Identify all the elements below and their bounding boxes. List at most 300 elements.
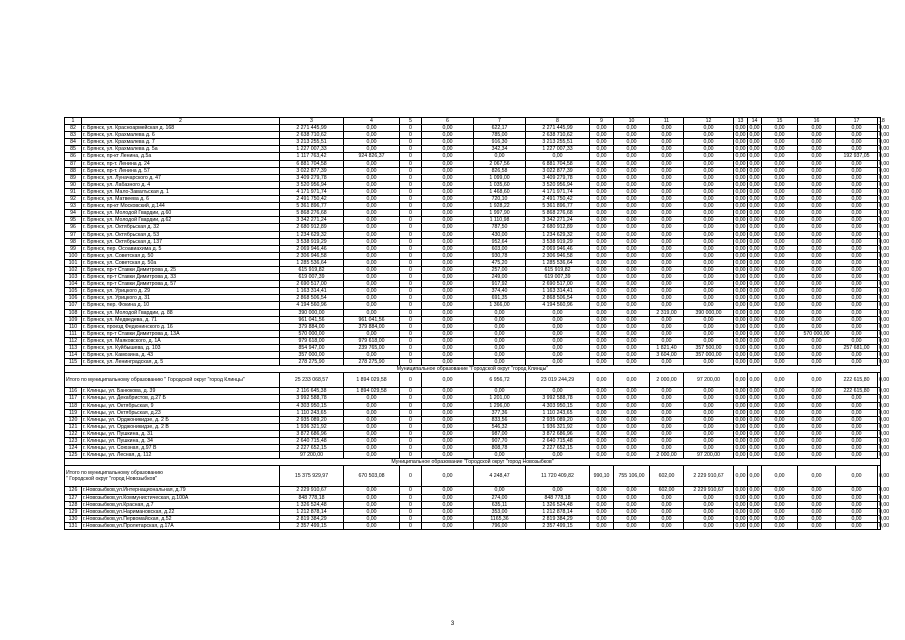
table-cell: 0,00 bbox=[422, 160, 474, 167]
table-cell: 0,00 bbox=[749, 245, 760, 252]
table-cell: 0 bbox=[400, 203, 422, 210]
table-cell: 0,00 bbox=[344, 515, 400, 522]
table-row bbox=[65, 231, 881, 238]
table-cell: 0,00 bbox=[590, 445, 614, 452]
table-cell: 0,00 bbox=[749, 409, 760, 416]
table-cell: 357 500,00 bbox=[684, 345, 734, 352]
total-value: 0,00 bbox=[748, 373, 762, 388]
table-cell: 0,00 bbox=[590, 487, 614, 494]
table-cell: 0,00 bbox=[422, 402, 474, 409]
table-cell: 0,00 bbox=[762, 238, 798, 245]
table-cell: 87 bbox=[65, 160, 82, 167]
table-cell: 0,00 bbox=[590, 210, 614, 217]
table-cell: 0,00 bbox=[590, 438, 614, 445]
table-cell: 0,00 bbox=[762, 445, 798, 452]
table-cell: 0,00 bbox=[735, 309, 746, 316]
table-row bbox=[65, 345, 881, 352]
table-cell: 0,00 bbox=[422, 259, 474, 266]
table-cell: 377,36 bbox=[474, 409, 526, 416]
table-cell: 0,00 bbox=[684, 445, 734, 452]
table-cell: 0,00 bbox=[590, 132, 614, 139]
table-cell: 0,00 bbox=[836, 231, 878, 238]
table-cell: 1 212 878,14 bbox=[280, 508, 344, 515]
table-cell: 0 bbox=[400, 309, 422, 316]
table-row bbox=[65, 501, 881, 508]
table-cell: 0,00 bbox=[836, 452, 878, 459]
table-cell: 0 bbox=[400, 416, 422, 423]
table-row bbox=[65, 132, 881, 139]
table-cell: 0,00 bbox=[836, 352, 878, 359]
table-cell: 0,00 bbox=[762, 508, 798, 515]
table-cell: 2 067,56 bbox=[474, 160, 526, 167]
table-row bbox=[65, 245, 881, 252]
table-cell: 0,00 bbox=[762, 196, 798, 203]
table-cell: 0,00 bbox=[749, 423, 760, 430]
table-cell: 5 361 896,77 bbox=[280, 203, 344, 210]
table-cell: 0,00 bbox=[879, 245, 890, 252]
table-cell: 0,00 bbox=[474, 359, 526, 366]
table-cell: 0,00 bbox=[344, 402, 400, 409]
table-cell: 0,00 bbox=[762, 423, 798, 430]
table-cell: 0,00 bbox=[614, 132, 650, 139]
table-cell: 0 bbox=[400, 522, 422, 529]
table-cell: 0,00 bbox=[650, 445, 684, 452]
table-cell: 102 bbox=[65, 266, 82, 273]
table-cell: 0,00 bbox=[735, 203, 746, 210]
table-row bbox=[65, 416, 881, 423]
table-cell: 0,00 bbox=[590, 217, 614, 224]
table-cell: 0,00 bbox=[684, 224, 734, 231]
total-label bbox=[65, 466, 280, 487]
table-cell: 0,00 bbox=[614, 487, 650, 494]
table-cell: 0,00 bbox=[879, 231, 890, 238]
table-row bbox=[65, 266, 881, 273]
table-cell: 0,00 bbox=[684, 188, 734, 195]
table-cell: 0 bbox=[400, 139, 422, 146]
table-cell: 0 bbox=[400, 445, 422, 452]
table-cell: г. Брянск, пр-т Ставки Димитрова д. 33 bbox=[82, 274, 280, 281]
table-cell: 0,00 bbox=[344, 452, 400, 459]
table-cell: 0,00 bbox=[684, 259, 734, 266]
total-value: 602,00 bbox=[650, 466, 684, 487]
table-cell: 127 bbox=[65, 494, 82, 501]
table-cell: 0,00 bbox=[614, 196, 650, 203]
table-cell: 0,00 bbox=[344, 266, 400, 273]
table-cell: 88 bbox=[65, 167, 82, 174]
table-cell: 0,00 bbox=[836, 125, 878, 132]
total-row bbox=[65, 466, 881, 487]
table-cell: 0,00 bbox=[879, 203, 890, 210]
column-number: 4 bbox=[344, 118, 400, 125]
table-cell: г. Клинцы, ул. Орджоникидзе, д. 2 Б bbox=[82, 416, 280, 423]
table-cell: 1 894 029,58 bbox=[344, 388, 400, 395]
table-cell: 0,00 bbox=[614, 416, 650, 423]
table-cell: 0,00 bbox=[879, 316, 890, 323]
table-cell: 0,00 bbox=[762, 359, 798, 366]
table-cell: г. Клинцы, ул. Банюкова, д. 39 bbox=[82, 388, 280, 395]
table-cell: 0,00 bbox=[879, 323, 890, 330]
table-cell: 0,00 bbox=[836, 330, 878, 337]
table-cell: 0,00 bbox=[749, 337, 760, 344]
table-cell: 1 285 536,64 bbox=[526, 259, 590, 266]
table-cell: 0,00 bbox=[762, 352, 798, 359]
table-cell: 0,00 bbox=[735, 252, 746, 259]
table-cell: 0,00 bbox=[684, 231, 734, 238]
table-cell: 0,00 bbox=[798, 337, 836, 344]
table-cell: г. Брянск, ул. Крахмалева д. 6 bbox=[82, 132, 280, 139]
table-cell: 0,00 bbox=[762, 430, 798, 437]
table-cell: 0,00 bbox=[749, 309, 760, 316]
table-cell: 0,00 bbox=[798, 274, 836, 281]
table-cell: г.Новозыбков,ул.Коммунистическая, д.100А bbox=[82, 494, 280, 501]
table-cell: 0,00 bbox=[590, 245, 614, 252]
table-cell: 979 618,00 bbox=[344, 337, 400, 344]
table-cell: 0,00 bbox=[879, 139, 890, 146]
table-cell: г. Брянск, пр-т Ставки Димитрова д. 25 bbox=[82, 266, 280, 273]
table-cell: 0,00 bbox=[749, 487, 760, 494]
table-cell: 0,00 bbox=[650, 501, 684, 508]
table-cell: 2 069 946,46 bbox=[526, 245, 590, 252]
table-cell: 0,00 bbox=[836, 146, 878, 153]
table-cell: 0,00 bbox=[798, 452, 836, 459]
table-cell: 0,00 bbox=[735, 231, 746, 238]
table-cell: 110 bbox=[65, 323, 82, 330]
table-cell: 0,00 bbox=[836, 281, 878, 288]
table-cell: г. Брянск, ул. Камозина, д. 43 bbox=[82, 352, 280, 359]
table-cell: 112 bbox=[65, 337, 82, 344]
table-cell: 1 936 321,92 bbox=[280, 423, 344, 430]
table-cell: 979 618,00 bbox=[280, 337, 344, 344]
table-row bbox=[65, 395, 881, 402]
total-value: 990,10 bbox=[590, 466, 614, 487]
table-cell: 101 bbox=[65, 259, 82, 266]
table-cell: 0,00 bbox=[344, 522, 400, 529]
table-cell: 0,00 bbox=[650, 245, 684, 252]
table-cell: 0,00 bbox=[836, 295, 878, 302]
table-cell: 124 bbox=[65, 445, 82, 452]
table-cell: 96 bbox=[65, 224, 82, 231]
table-cell: г.Новозыбков,ул.Наримановская, д.22 bbox=[82, 508, 280, 515]
table-cell: 0,00 bbox=[614, 323, 650, 330]
table-cell: 0,00 bbox=[735, 210, 746, 217]
table-cell: 2 690 517,00 bbox=[280, 281, 344, 288]
table-cell: 0,00 bbox=[422, 167, 474, 174]
table-cell: 2 306 946,58 bbox=[526, 252, 590, 259]
table-row bbox=[65, 288, 881, 295]
table-cell: г. Клинцы, ул. Октябрьская, 9 bbox=[82, 402, 280, 409]
table-cell: 0 bbox=[400, 281, 422, 288]
table-cell: 0,00 bbox=[590, 259, 614, 266]
table-cell: 0,00 bbox=[749, 238, 760, 245]
table-cell: 0,00 bbox=[614, 274, 650, 281]
table-cell: 0,00 bbox=[798, 352, 836, 359]
table-cell: 720,10 bbox=[474, 196, 526, 203]
table-cell: г. Брянск, ул. Лабазного д. 4 bbox=[82, 181, 280, 188]
table-cell: 120 bbox=[65, 416, 82, 423]
table-cell: 0,00 bbox=[650, 160, 684, 167]
table-cell: 0,00 bbox=[735, 274, 746, 281]
table-cell: 0,00 bbox=[749, 395, 760, 402]
table-cell: 86 bbox=[65, 153, 82, 160]
table-cell: 1 117 763,42 bbox=[280, 153, 344, 160]
table-cell: 0,00 bbox=[422, 430, 474, 437]
table-cell: 0,00 bbox=[422, 281, 474, 288]
table-cell: 0,00 bbox=[684, 423, 734, 430]
table-cell: 0,00 bbox=[735, 281, 746, 288]
table-cell: 0,00 bbox=[422, 416, 474, 423]
table-cell: 0 bbox=[400, 438, 422, 445]
table-cell: 0 bbox=[400, 146, 422, 153]
table-cell: 0 bbox=[400, 430, 422, 437]
table-cell: 691,35 bbox=[474, 295, 526, 302]
table-cell: 106 bbox=[65, 295, 82, 302]
table-cell: 3 520 956,94 bbox=[280, 181, 344, 188]
table-row bbox=[65, 224, 881, 231]
table-cell: 0,00 bbox=[762, 302, 798, 309]
table-cell: 278 275,90 bbox=[344, 359, 400, 366]
table-cell: 2 680 912,89 bbox=[280, 224, 344, 231]
table-row bbox=[65, 522, 881, 529]
table-cell: 0,00 bbox=[344, 245, 400, 252]
table-cell: г.Новозыбков,ул.Красная, д.7 bbox=[82, 501, 280, 508]
table-cell: 379 884,00 bbox=[280, 323, 344, 330]
total-value: 6 956,72 bbox=[474, 373, 526, 388]
table-cell: 0,00 bbox=[650, 395, 684, 402]
table-cell: 0,00 bbox=[590, 188, 614, 195]
table-row bbox=[65, 188, 881, 195]
table-cell: 0,00 bbox=[735, 153, 746, 160]
table-cell: г.Новозыбков,ул.Первомайская, д.52 bbox=[82, 515, 280, 522]
table-cell: 0,00 bbox=[879, 337, 890, 344]
table-cell: 0,00 bbox=[836, 522, 878, 529]
table-cell: 274,00 bbox=[474, 494, 526, 501]
table-cell: 0,00 bbox=[879, 430, 890, 437]
table-row bbox=[65, 196, 881, 203]
table-cell: 0,00 bbox=[590, 395, 614, 402]
table-cell: 0,00 bbox=[749, 281, 760, 288]
table-cell: 129 bbox=[65, 508, 82, 515]
table-cell: 0,00 bbox=[344, 252, 400, 259]
table-cell: 115 bbox=[65, 359, 82, 366]
table-cell: г. Брянск, ул. Медведева, д. 71 bbox=[82, 316, 280, 323]
table-cell: 0,00 bbox=[422, 501, 474, 508]
table-cell: 82 bbox=[65, 125, 82, 132]
table-cell: 0,00 bbox=[836, 409, 878, 416]
table-cell: 0 bbox=[400, 210, 422, 217]
table-row bbox=[65, 445, 881, 452]
table-cell: 0,00 bbox=[836, 245, 878, 252]
table-cell: 0,00 bbox=[798, 409, 836, 416]
table-cell: 0,00 bbox=[590, 522, 614, 529]
table-cell: 0,00 bbox=[749, 430, 760, 437]
table-cell: 0,00 bbox=[735, 132, 746, 139]
table-cell: 0,00 bbox=[684, 174, 734, 181]
table-cell: 0,00 bbox=[762, 139, 798, 146]
table-cell: 0,00 bbox=[762, 522, 798, 529]
total-value: 0 bbox=[400, 466, 422, 487]
table-cell: 0,00 bbox=[614, 409, 650, 416]
table-cell: 0,00 bbox=[590, 174, 614, 181]
table-cell: 3 992 588,78 bbox=[280, 395, 344, 402]
table-cell: 0,00 bbox=[735, 245, 746, 252]
table-cell: 0,00 bbox=[762, 501, 798, 508]
table-cell: 0,00 bbox=[684, 388, 734, 395]
table-cell: 907,70 bbox=[474, 438, 526, 445]
table-cell: 0,00 bbox=[650, 288, 684, 295]
table-cell: 0,00 bbox=[735, 438, 746, 445]
table-cell: 0,00 bbox=[526, 309, 590, 316]
table-cell: 0,00 bbox=[735, 181, 746, 188]
table-cell: 0,00 bbox=[762, 146, 798, 153]
table-cell: 0 bbox=[400, 217, 422, 224]
table-cell: 0,00 bbox=[735, 196, 746, 203]
table-cell: 0,00 bbox=[614, 522, 650, 529]
table-cell: 0,00 bbox=[650, 252, 684, 259]
table-cell: 6 881 704,58 bbox=[526, 160, 590, 167]
table-cell: 0,00 bbox=[879, 252, 890, 259]
table-cell: 0,00 bbox=[798, 388, 836, 395]
table-cell: 0,00 bbox=[614, 125, 650, 132]
table-cell: 0,00 bbox=[614, 266, 650, 273]
table-row bbox=[65, 309, 881, 316]
column-number: 8 bbox=[526, 118, 590, 125]
table-cell: г. Брянск, ул. Октябрьская д. 32 bbox=[82, 224, 280, 231]
table-cell: 787,50 bbox=[474, 224, 526, 231]
table-cell: 0,00 bbox=[474, 316, 526, 323]
table-cell: 0,00 bbox=[614, 359, 650, 366]
table-cell: г. Брянск, пер. Фокина д. 10 bbox=[82, 302, 280, 309]
total-value: 0,00 bbox=[590, 373, 614, 388]
table-cell: 0,00 bbox=[650, 259, 684, 266]
table-cell: 0,00 bbox=[684, 160, 734, 167]
table-cell: 0,00 bbox=[590, 388, 614, 395]
table-cell: 0,00 bbox=[684, 316, 734, 323]
table-cell: 0,00 bbox=[344, 288, 400, 295]
table-cell: 0,00 bbox=[650, 423, 684, 430]
table-cell: 0,00 bbox=[590, 352, 614, 359]
table-cell: 0 bbox=[400, 295, 422, 302]
table-cell: 0,00 bbox=[650, 181, 684, 188]
table-cell: г. Брянск, ул. Красноармейская д. 168 bbox=[82, 125, 280, 132]
table-cell: 0,00 bbox=[762, 259, 798, 266]
table-cell: 122 bbox=[65, 430, 82, 437]
table-cell: 0,00 bbox=[879, 210, 890, 217]
table-cell: г.Новозыбков,ул.Пролетарская, д.17А bbox=[82, 522, 280, 529]
table-row bbox=[65, 281, 881, 288]
table-cell: 0,00 bbox=[344, 508, 400, 515]
table-cell: 0,00 bbox=[650, 402, 684, 409]
table-cell: 123 bbox=[65, 438, 82, 445]
table-cell: 603,00 bbox=[474, 245, 526, 252]
table-cell: 0,00 bbox=[614, 174, 650, 181]
table-cell: 2 640 715,48 bbox=[280, 438, 344, 445]
table-cell: 0,00 bbox=[650, 125, 684, 132]
table-cell: 0,00 bbox=[684, 323, 734, 330]
table-cell: 0,00 bbox=[650, 295, 684, 302]
table-cell: 0 bbox=[400, 402, 422, 409]
table-cell: 546,32 bbox=[474, 423, 526, 430]
table-cell: 0,00 bbox=[590, 238, 614, 245]
table-cell: г. Клинцы, ул. Союзная, д.97 В bbox=[82, 445, 280, 452]
table-cell: 0,00 bbox=[614, 452, 650, 459]
table-cell: 0,00 bbox=[422, 522, 474, 529]
table-cell: 0,00 bbox=[650, 146, 684, 153]
table-cell: 0 bbox=[400, 125, 422, 132]
table-cell: 615 919,82 bbox=[280, 266, 344, 273]
total-value: 4 248,47 bbox=[474, 466, 526, 487]
table-row bbox=[65, 125, 881, 132]
table-cell: 0,00 bbox=[879, 217, 890, 224]
table-cell: 0,00 bbox=[762, 132, 798, 139]
table-cell: 2 638 710,62 bbox=[280, 132, 344, 139]
table-cell: 0 bbox=[400, 224, 422, 231]
table-cell: 0,00 bbox=[762, 125, 798, 132]
table-cell: 0,00 bbox=[590, 416, 614, 423]
table-cell: 0,00 bbox=[798, 224, 836, 231]
table-cell: 0,00 bbox=[590, 430, 614, 437]
table-cell: 0,00 bbox=[590, 337, 614, 344]
table-cell: 0,00 bbox=[344, 295, 400, 302]
table-cell: 0 bbox=[400, 302, 422, 309]
table-cell: 0,00 bbox=[749, 438, 760, 445]
table-cell: 0,00 bbox=[422, 174, 474, 181]
table-cell: 0,00 bbox=[684, 132, 734, 139]
table-cell: 249,00 bbox=[474, 274, 526, 281]
column-number: 2 bbox=[82, 118, 280, 125]
table-cell: 0,00 bbox=[798, 174, 836, 181]
table-cell: 0,00 bbox=[650, 438, 684, 445]
table-cell: 848 778,18 bbox=[526, 494, 590, 501]
table-row bbox=[65, 217, 881, 224]
table-cell: 0,00 bbox=[749, 316, 760, 323]
table-cell: 0 bbox=[400, 153, 422, 160]
table-cell: 0,00 bbox=[650, 430, 684, 437]
table-cell: 0,00 bbox=[684, 252, 734, 259]
table-cell: 0,00 bbox=[590, 345, 614, 352]
total-value: 0 bbox=[400, 373, 422, 388]
table-cell: 0,00 bbox=[735, 359, 746, 366]
table-cell: 0,00 bbox=[614, 423, 650, 430]
table-cell: 0,00 bbox=[684, 395, 734, 402]
table-cell: 0,00 bbox=[590, 330, 614, 337]
table-cell: 987,00 bbox=[474, 430, 526, 437]
table-cell: 0,00 bbox=[749, 203, 760, 210]
total-value: 11 720 409,82 bbox=[526, 466, 590, 487]
table-cell: 0,00 bbox=[614, 302, 650, 309]
table-cell: г. Брянск, пр-т. Ленина д. 57 bbox=[82, 167, 280, 174]
table-cell: 0,00 bbox=[422, 395, 474, 402]
table-cell: 952,64 bbox=[474, 238, 526, 245]
table-cell: 0,00 bbox=[422, 423, 474, 430]
table-cell: 0,00 bbox=[836, 203, 878, 210]
table-cell: 0,00 bbox=[798, 125, 836, 132]
table-cell: 0,00 bbox=[749, 330, 760, 337]
table-cell: 961 041,56 bbox=[280, 316, 344, 323]
table-cell: 930,78 bbox=[474, 252, 526, 259]
table-cell: 0,00 bbox=[590, 146, 614, 153]
table-cell: 0,00 bbox=[798, 238, 836, 245]
table-cell: 3 022 877,39 bbox=[280, 167, 344, 174]
table-cell: 3 409 279,78 bbox=[526, 174, 590, 181]
table-cell: 0,00 bbox=[749, 359, 760, 366]
table-cell: г. Брянск, ул. Молодой Гвардии, д. 88 bbox=[82, 309, 280, 316]
table-cell: г. Брянск, ул. Ленинградская, д. 5 bbox=[82, 359, 280, 366]
table-cell: 0,00 bbox=[836, 217, 878, 224]
table-cell: г. Клинцы, ул. Пушкина, д. 31 bbox=[82, 430, 280, 437]
table-cell: 0,00 bbox=[650, 217, 684, 224]
table-cell: 0,00 bbox=[590, 231, 614, 238]
table-cell: 0,00 bbox=[879, 196, 890, 203]
